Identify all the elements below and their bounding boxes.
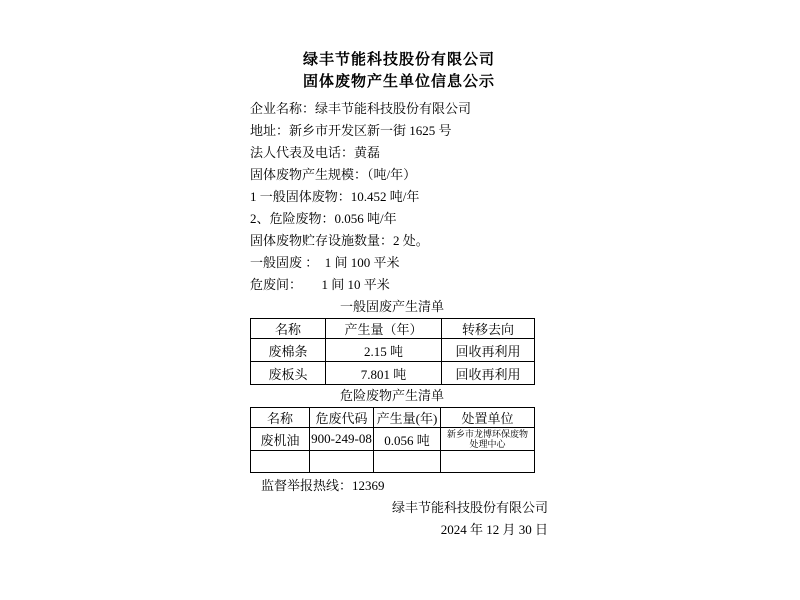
table-row (251, 428, 535, 451)
info-line-storage-count: 固体废物贮存设施数量：2 处。 (250, 233, 429, 248)
table-cell: 0.056 吨 (374, 428, 441, 451)
table-row (251, 362, 535, 385)
doc-subtitle: 固体废物产生单位信息公示 (302, 74, 495, 90)
hazard-list-section (250, 385, 534, 473)
info-line-address: 地址：新乡市开发区新一街 1625 号 (250, 123, 452, 138)
table-cell: 新乡市龙博环保废物处理中心 (441, 428, 535, 451)
info-line-general-waste: 1 一般固体废物：10.452 吨/年 (250, 189, 420, 204)
signature-company: 绿丰节能科技股份有限公司 (391, 500, 548, 515)
table-row (251, 451, 535, 473)
table-cell: 回收再利用 (442, 339, 535, 362)
table-cell: 7.801 吨 (326, 362, 442, 385)
table-cell: 2.15 吨 (326, 339, 442, 362)
column-header: 名称 (251, 319, 326, 339)
table-cell (374, 451, 441, 473)
column-header: 名称 (251, 408, 310, 428)
doc-title: 绿丰节能科技股份有限公司 (302, 52, 495, 68)
column-header: 转移去向 (442, 319, 535, 339)
table-cell (441, 451, 535, 473)
title-block (250, 49, 548, 93)
column-header: 危废代码 (310, 408, 374, 428)
general-list-section (250, 296, 534, 385)
table-cell: 废棉条 (251, 339, 326, 362)
hazardous-waste-table (250, 407, 535, 473)
info-line-company-name: 企业名称：绿丰节能科技股份有限公司 (250, 101, 472, 116)
table-cell: 废机油 (251, 428, 310, 451)
table-cell: 废板头 (251, 362, 326, 385)
info-line-waste-scale: 固体废物产生规模：（吨/年） (250, 167, 417, 182)
info-line-hazard-waste: 2、危险废物：0.056 吨/年 (250, 211, 397, 226)
signature-block (250, 497, 548, 541)
table-row (251, 339, 535, 362)
info-line-legal-rep-phone: 法人代表及电话：黄磊 (250, 145, 381, 160)
general-waste-table (250, 318, 535, 385)
table-cell (310, 451, 374, 473)
table-cell: 900-249-08 (310, 428, 374, 451)
table-cell (251, 451, 310, 473)
table-header-row (251, 319, 535, 339)
column-header: 产生量（年） (326, 319, 442, 339)
info-block (250, 98, 548, 296)
table-cell: 回收再利用 (442, 362, 535, 385)
info-line-hazard-room: 危废间： 1 间 10 平米 (250, 277, 390, 292)
document-page (250, 0, 548, 541)
column-header: 产生量(年) (374, 408, 441, 428)
column-header: 处置单位 (441, 408, 535, 428)
signature-date: 2024 年 12 月 30 日 (440, 522, 548, 537)
table-header-row (251, 408, 535, 428)
hotline-line: 监督举报热线：12369 (261, 478, 385, 493)
info-line-general-storage: 一般固废 ： 1 间 100 平米 (250, 255, 400, 270)
general-list-caption: 一般固废产生清单 (339, 299, 444, 314)
hazard-list-caption: 危险废物产生清单 (339, 388, 444, 403)
